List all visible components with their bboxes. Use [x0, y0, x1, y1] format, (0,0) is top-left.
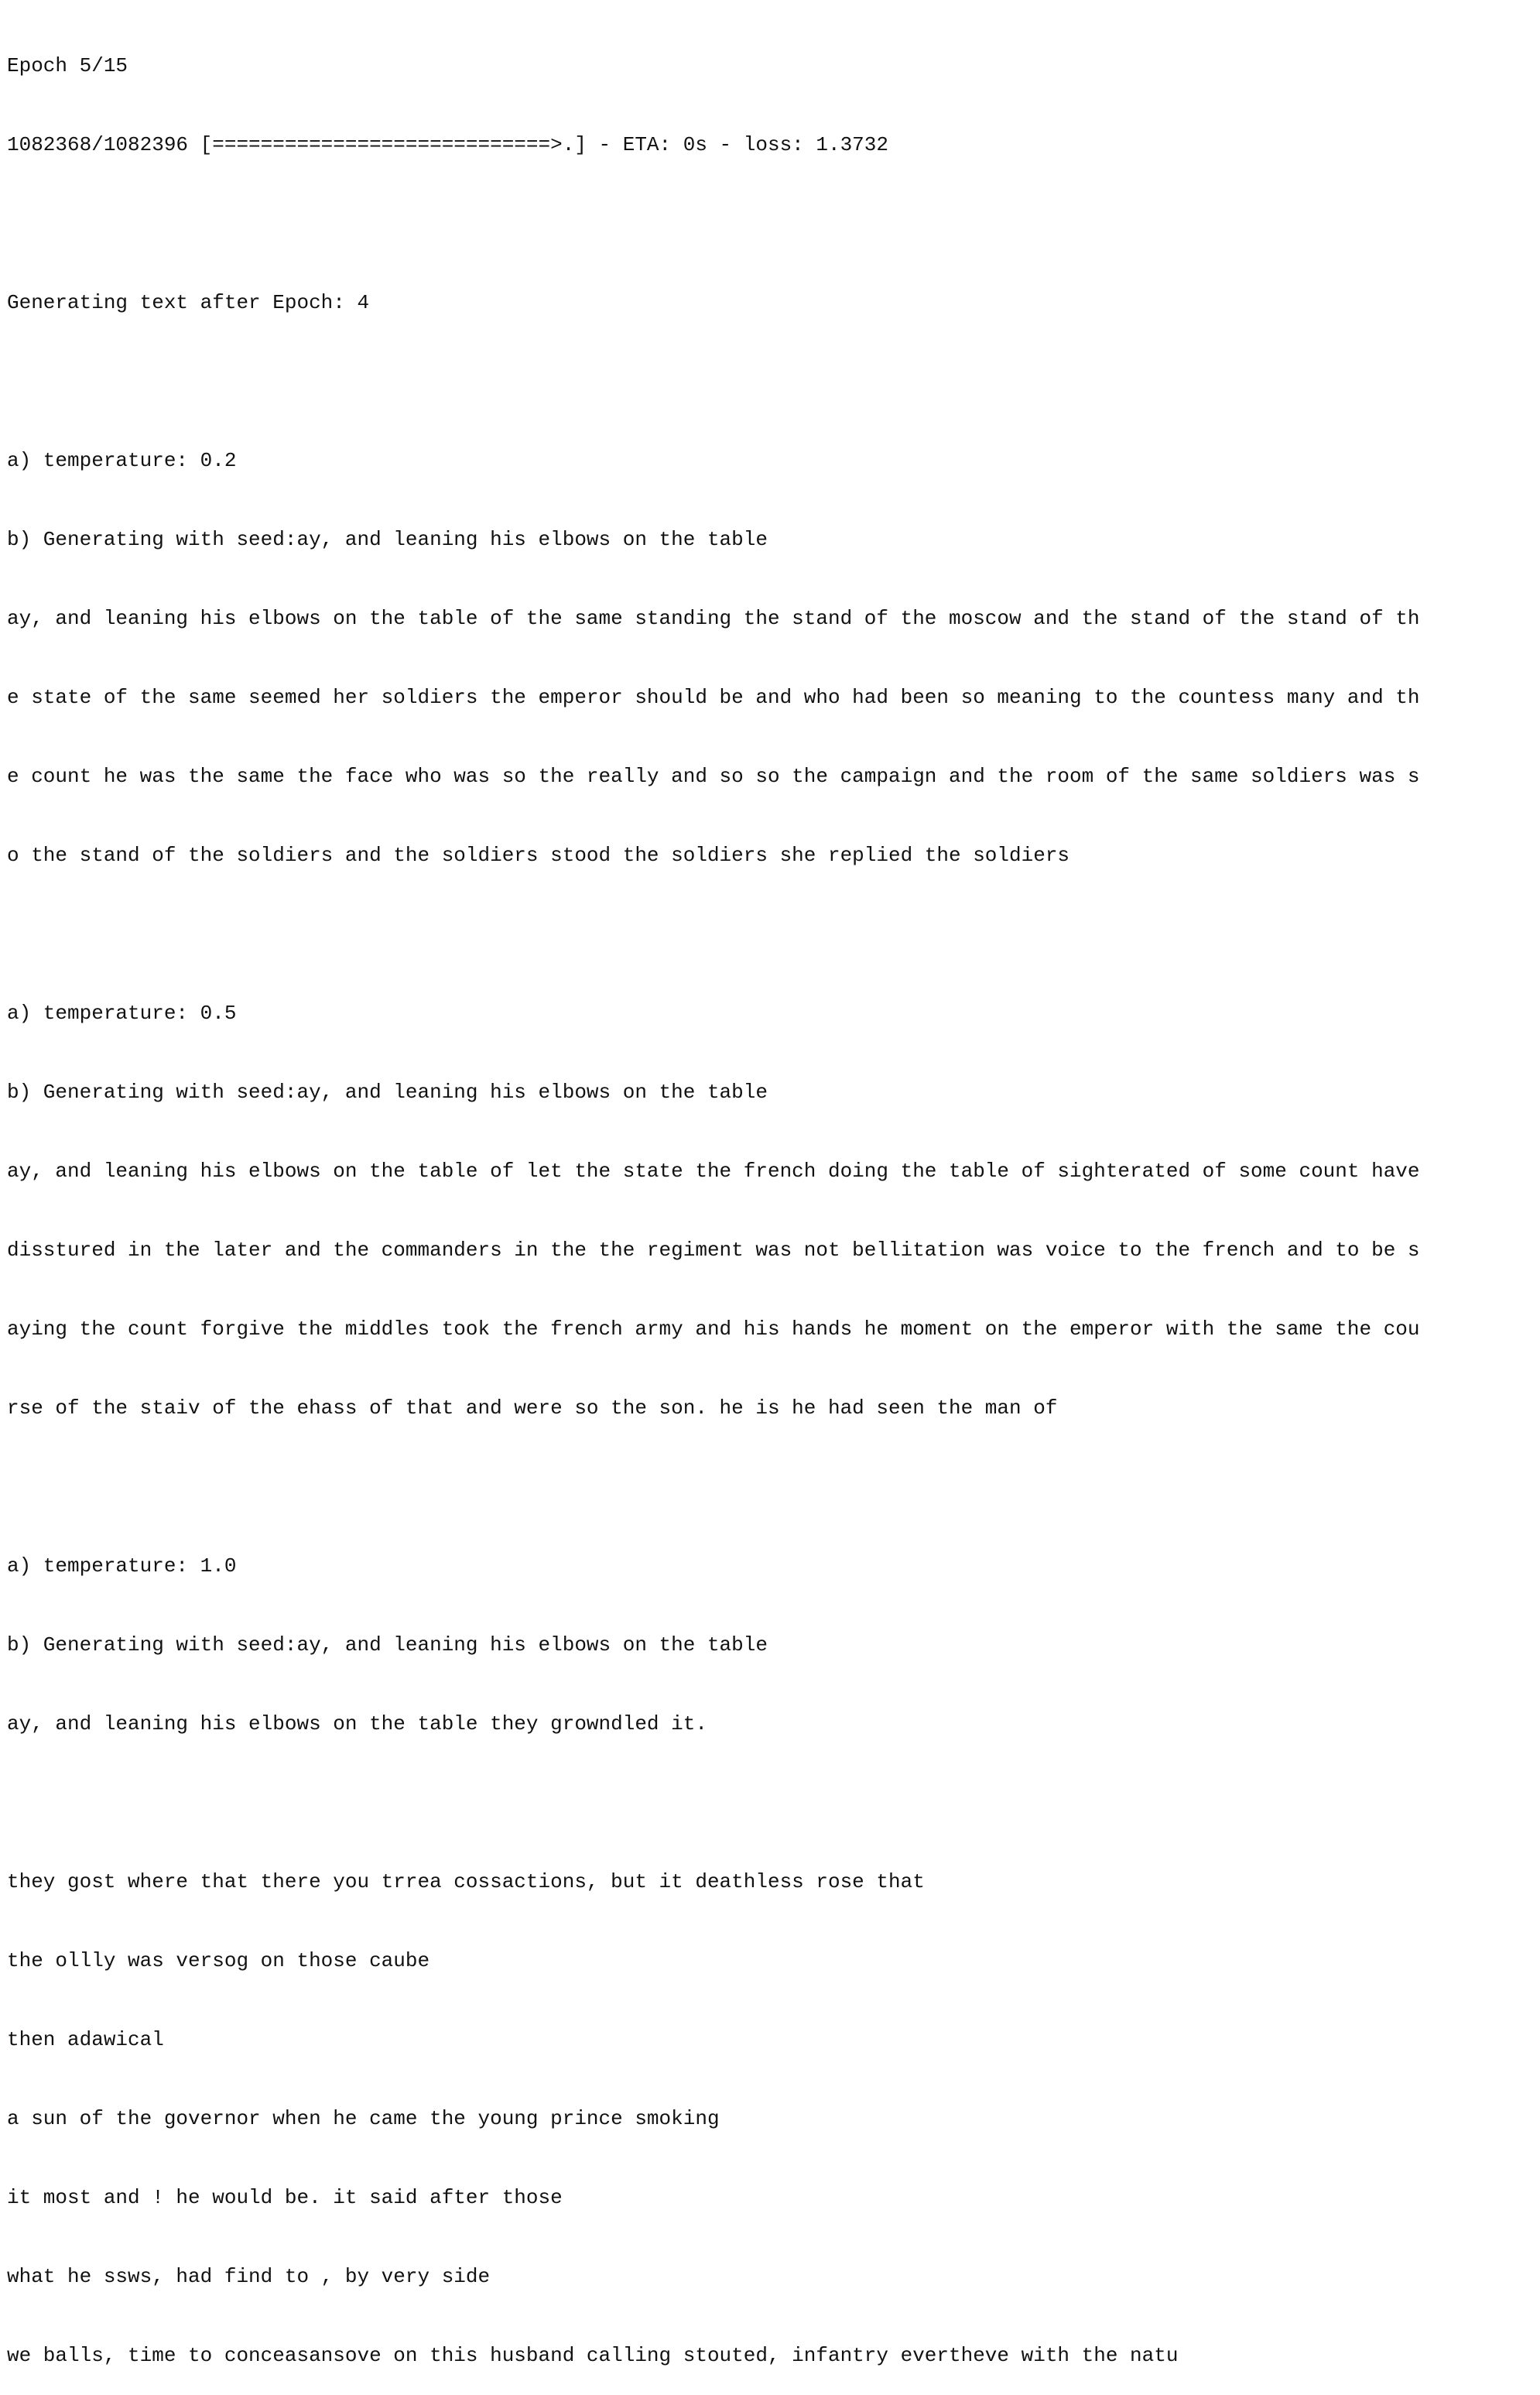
- generated-text-line: it most and ! he would be. it said after those: [7, 2186, 563, 2209]
- generated-text-line: we balls, time to conceasansove on this husband calling stouted, infantry evertheve with the natu: [7, 2344, 1179, 2367]
- generated-text-line: e count he was the same the face who was so the really and so so the campaign and the room of the same soldiers was s: [7, 765, 1420, 788]
- generated-text-line: they gost where that there you trrea cossactions, but it deathless rose that: [7, 1870, 925, 1893]
- generated-text-line: e state of the same seemed her soldiers the emperor should be and who had been so meaning to the countess many and th: [7, 686, 1420, 709]
- generating-header: Generating text after Epoch: 4: [7, 291, 370, 314]
- generated-text-line: o the stand of the soldiers and the soldiers stood the soldiers she replied the soldiers: [7, 844, 1070, 867]
- generated-text-line: ay, and leaning his elbows on the table they growndled it.: [7, 1712, 707, 1735]
- blank-line: [7, 921, 1535, 947]
- generated-text-line: ay, and leaning his elbows on the table of let the state the french doing the table of sighterated of some count have: [7, 1160, 1420, 1183]
- epoch-header: Epoch 5/15: [7, 54, 128, 77]
- generated-text-line: a sun of the governor when he came the young prince smoking: [7, 2107, 720, 2130]
- progress-line: 1082368/1082396 [============================>.] - ETA: 0s - loss: 1.3732: [7, 133, 888, 156]
- temperature-line: a) temperature: 0.2: [7, 449, 237, 472]
- blank-line: [7, 1474, 1535, 1500]
- seed-line: b) Generating with seed:ay, and leaning his elbows on the table: [7, 1633, 768, 1657]
- generated-text-line: aying the count forgive the middles took the french army and his hands he moment on the emperor with the same the cou: [7, 1317, 1420, 1341]
- generated-text-line: what he ssws, had find to , by very side: [7, 2265, 491, 2288]
- blank-line: [7, 211, 1535, 237]
- generated-text-line: the ollly was versog on those caube: [7, 1949, 430, 1972]
- seed-line: b) Generating with seed:ay, and leaning his elbows on the table: [7, 1081, 768, 1104]
- seed-line: b) Generating with seed:ay, and leaning his elbows on the table: [7, 528, 768, 551]
- generated-text-line: rse of the staiv of the ehass of that and were so the son. he is he had seen the man of: [7, 1396, 1058, 1420]
- generated-text-line: ay, and leaning his elbows on the table of the same standing the stand of the moscow and the stand of the stand of th: [7, 607, 1420, 630]
- generated-text-line: then adawical: [7, 2028, 164, 2051]
- temperature-line: a) temperature: 0.5: [7, 1002, 237, 1025]
- blank-line: [7, 368, 1535, 395]
- blank-line: [7, 1790, 1535, 1816]
- generated-text-line: disstured in the later and the commanders in the the regiment was not bellitation was voice to the french and to be s: [7, 1239, 1420, 1262]
- terminal-output: [7, 0, 1535, 2367]
- temperature-line: a) temperature: 1.0: [7, 1554, 237, 1578]
